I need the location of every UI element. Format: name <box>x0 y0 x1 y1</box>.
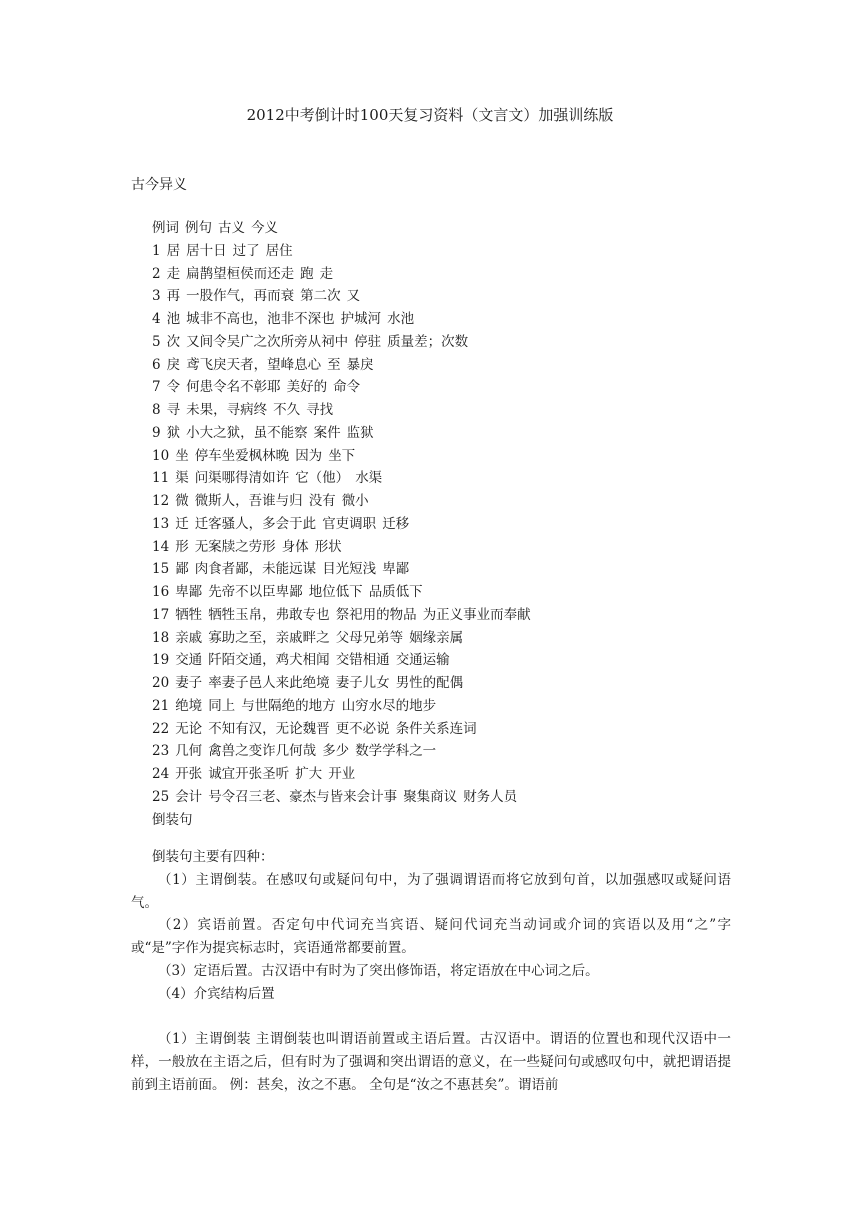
example-word: 妻子 <box>175 675 203 691</box>
modern-meaning: 寻找 <box>306 402 334 418</box>
vocab-row <box>152 695 531 718</box>
row-number: 22 <box>152 720 170 737</box>
example-sentence: 无案牍之劳形 <box>194 538 276 555</box>
header-cell: 今义 <box>251 220 278 236</box>
vocab-row <box>152 422 531 445</box>
vocab-row <box>152 354 531 377</box>
example-sentence: 鸢飞戾天者，望峰息心 <box>186 356 322 373</box>
row-number: 12 <box>152 493 170 509</box>
modern-meaning: 微小 <box>341 493 369 509</box>
example-word: 坐 <box>175 447 189 464</box>
example-sentence: 一股作气，再而衰 <box>186 288 295 305</box>
modern-meaning: 监狱 <box>346 424 374 441</box>
ancient-meaning: 交错相通 <box>335 652 390 669</box>
row-number: 9 <box>152 424 161 441</box>
row-number: 3 <box>152 288 161 305</box>
example-sentence: 何患令名不彰耶 <box>186 379 281 396</box>
example-word: 牺牲 <box>175 606 203 623</box>
modern-meaning: 形状 <box>314 538 342 555</box>
row-number: 13 <box>152 515 170 532</box>
example-sentence: 停车坐爱枫林晚 <box>194 447 290 464</box>
example-word: 寻 <box>166 402 181 418</box>
modern-meaning: 开业 <box>328 766 356 782</box>
modern-meaning: 走 <box>319 265 334 282</box>
example-sentence: 号令召三老、豪杰与皆来会计事 <box>208 788 398 805</box>
ancient-meaning: 身体 <box>281 538 309 555</box>
vocab-header-row <box>152 217 531 240</box>
inversion-detail-paragraph: （1）主谓倒装 主谓倒装也叫谓语前置或主语后置。古汉语中。谓语的位置也和现代汉语中一样，一般放在主语之后，但有时为了强调和突出谓语的意义，在一些疑问句或感叹句中，就把谓语提前到主语前面。 例：甚矣，汝之不惠。 全句是“汝之不惠甚矣”。谓语前 <box>131 1031 731 1093</box>
vocab-list <box>152 217 531 831</box>
modern-meaning: 条件关系连词 <box>395 720 477 737</box>
row-number: 10 <box>152 447 170 464</box>
vocab-row <box>152 399 531 422</box>
ancient-meaning: 父母兄弟等 <box>335 629 404 646</box>
vocab-row <box>152 581 531 604</box>
ancient-meaning: 跑 <box>300 265 314 282</box>
row-number: 11 <box>152 470 170 487</box>
example-sentence: 禽兽之变诈几何哉 <box>208 743 317 760</box>
ancient-meaning: 地位低下 <box>308 584 363 600</box>
example-word: 令 <box>166 379 181 396</box>
ancient-meaning: 案件 <box>313 424 341 441</box>
modern-meaning: 命令 <box>333 379 361 396</box>
ancient-meaning: 第二次 <box>300 288 341 305</box>
example-word: 绝境 <box>175 697 203 714</box>
example-word: 开张 <box>175 766 203 782</box>
example-sentence: 问渠哪得清如许 <box>194 470 290 487</box>
example-word: 亲戚 <box>175 629 203 646</box>
ancient-meaning: 与世隔绝的地方 <box>241 697 336 714</box>
vocab-row <box>152 263 531 286</box>
vocab-row <box>152 376 531 399</box>
vocab-row <box>152 467 531 490</box>
example-sentence: 小大之狱，虽不能察 <box>186 424 308 441</box>
row-number: 14 <box>152 538 170 555</box>
modern-meaning: 山穷水尽的地步 <box>341 697 437 714</box>
row-number: 6 <box>152 356 161 373</box>
vocab-row <box>152 513 531 536</box>
row-number: 23 <box>152 743 170 760</box>
example-sentence: 同上 <box>208 697 236 714</box>
vocab-row <box>152 649 531 672</box>
ancient-meaning: 因为 <box>295 447 323 464</box>
vocab-row <box>152 445 531 468</box>
vocab-row <box>152 672 531 695</box>
row-number: 7 <box>152 379 161 396</box>
row-number: 20 <box>152 675 170 691</box>
ancient-meaning: 目光短浅 <box>322 561 377 578</box>
header-cell: 例词 <box>152 220 179 236</box>
ancient-meaning: 过了 <box>232 242 260 259</box>
vocab-row <box>152 331 531 354</box>
example-word: 戾 <box>166 356 181 373</box>
row-number: 18 <box>152 629 170 646</box>
vocab-row <box>152 604 531 627</box>
vocab-row <box>152 763 531 786</box>
vocab-row <box>152 740 531 763</box>
inversion-intro: 倒装句主要有四种： <box>152 849 274 865</box>
ancient-meaning: 聚集商议 <box>403 788 458 805</box>
ancient-meaning: 至 <box>327 356 341 373</box>
vocab-row <box>152 490 531 513</box>
example-word: 形 <box>175 538 189 555</box>
inversion-item: （1）主谓倒装。在感叹句或疑问句中，为了强调谓语而将它放到句首，以加强感叹或疑问语气。 <box>131 871 731 911</box>
example-word: 无论 <box>175 720 203 737</box>
ancient-meaning: 它（他） <box>295 470 350 487</box>
modern-meaning: 迁移 <box>382 515 410 532</box>
modern-meaning: 交通运输 <box>395 652 450 669</box>
row-number: 24 <box>152 766 170 782</box>
example-word: 交通 <box>175 652 203 669</box>
example-sentence: 先帝不以臣卑鄙 <box>208 584 303 600</box>
example-sentence: 牺牲玉帛，弗敢专也 <box>208 606 330 623</box>
modern-meaning: 质量差；次数 <box>387 333 469 350</box>
ancient-meaning: 祭祀用的物品 <box>335 606 417 623</box>
row-number: 5 <box>152 333 161 350</box>
example-word: 卑鄙 <box>175 584 203 600</box>
vocab-row <box>152 786 531 809</box>
example-sentence: 诚宜开张圣听 <box>208 766 290 782</box>
example-sentence: 不知有汉，无论魏晋 <box>208 720 330 737</box>
vocab-row <box>152 285 531 308</box>
example-sentence: 未果，寻病终 <box>186 402 268 418</box>
row-number: 25 <box>152 788 170 805</box>
inversion-item: （2）宾语前置。否定句中代词充当宾语、疑问代词充当动词或介词的宾语以及用“之”字或“是”字作为提宾标志时，宾语通常都要前置。 <box>131 917 731 956</box>
inversion-item: （4）介宾结构后置 <box>158 985 275 1002</box>
row-number: 15 <box>152 561 170 578</box>
example-sentence: 迁客骚人，多会于此 <box>194 515 317 532</box>
example-word: 渠 <box>175 470 189 487</box>
vocab-row <box>152 240 531 263</box>
row-number: 19 <box>152 652 170 669</box>
ancient-meaning: 不久 <box>273 402 301 418</box>
example-sentence: 阡陌交通，鸡犬相闻 <box>208 652 330 669</box>
example-sentence: 率妻子邑人来此绝境 <box>208 675 330 691</box>
example-sentence: 城非不高也，池非不深也 <box>186 311 335 327</box>
modern-meaning: 男性的配偶 <box>395 675 464 691</box>
ancient-meaning: 官吏调职 <box>322 515 377 532</box>
modern-meaning: 又 <box>346 288 361 305</box>
modern-meaning: 水渠 <box>355 470 383 487</box>
ancient-meaning: 更不必说 <box>335 720 390 737</box>
row-number: 17 <box>152 606 170 623</box>
example-word: 再 <box>166 288 181 305</box>
example-word: 迁 <box>175 515 189 532</box>
example-word: 走 <box>166 265 181 282</box>
modern-meaning: 水池 <box>387 311 415 327</box>
example-word: 微 <box>175 493 189 509</box>
modern-meaning: 居住 <box>265 242 293 259</box>
example-sentence: 居十日 <box>186 242 227 259</box>
ancient-meaning: 停驻 <box>354 333 382 350</box>
example-sentence: 肉食者鄙，未能远谋 <box>194 561 317 578</box>
vocab-row <box>152 627 531 650</box>
vocab-row <box>152 718 531 741</box>
inversion-heading-text: 倒装句 <box>152 811 193 828</box>
header-cell: 例句 <box>185 220 212 236</box>
row-number: 2 <box>152 265 161 282</box>
row-number: 1 <box>152 242 161 259</box>
example-word: 居 <box>166 242 181 259</box>
example-word: 次 <box>166 333 181 350</box>
modern-meaning: 坐下 <box>328 447 356 464</box>
vocab-row <box>152 308 531 331</box>
modern-meaning: 品质低下 <box>368 584 423 600</box>
ancient-meaning: 多少 <box>322 743 350 760</box>
modern-meaning: 数学学科之一 <box>355 743 437 760</box>
modern-meaning: 为正义事业而奉献 <box>422 606 531 623</box>
modern-meaning: 卑鄙 <box>382 561 410 578</box>
row-number: 4 <box>152 311 161 327</box>
ancient-meaning: 扩大 <box>295 766 323 782</box>
ancient-meaning: 妻子儿女 <box>335 675 390 691</box>
row-number: 21 <box>152 697 170 714</box>
inversion-heading <box>152 809 531 832</box>
section-heading-gujin-yiyi: 古今异义 <box>131 177 187 193</box>
inversion-item: （3）定语后置。古汉语中有时为了突出修饰语，将定语放在中心词之后。 <box>158 962 599 979</box>
example-sentence: 寡助之至，亲戚畔之 <box>208 629 330 646</box>
ancient-meaning: 护城河 <box>340 311 382 327</box>
example-sentence: 扁鹊望桓侯而还走 <box>186 265 295 282</box>
example-word: 会计 <box>175 788 203 805</box>
modern-meaning: 财务人员 <box>463 788 518 805</box>
vocab-row <box>152 558 531 581</box>
example-word: 池 <box>166 311 181 327</box>
example-sentence: 微斯人，吾谁与归 <box>194 493 303 509</box>
example-sentence: 又间令吴广之次所旁从祠中 <box>186 333 349 350</box>
vocab-row <box>152 536 531 559</box>
document-title: 2012中考倒计时100天复习资料（文言文）加强训练版 <box>246 106 614 124</box>
modern-meaning: 姻缘亲属 <box>409 629 464 646</box>
example-word: 狱 <box>166 424 181 441</box>
modern-meaning: 暴戾 <box>346 356 374 373</box>
example-word: 几何 <box>175 743 203 760</box>
row-number: 16 <box>152 584 170 600</box>
header-cell: 古义 <box>218 220 245 236</box>
example-word: 鄙 <box>175 561 189 578</box>
inversion-section <box>131 846 731 1096</box>
ancient-meaning: 没有 <box>308 493 336 509</box>
row-number: 8 <box>152 402 161 418</box>
ancient-meaning: 美好的 <box>286 379 328 396</box>
